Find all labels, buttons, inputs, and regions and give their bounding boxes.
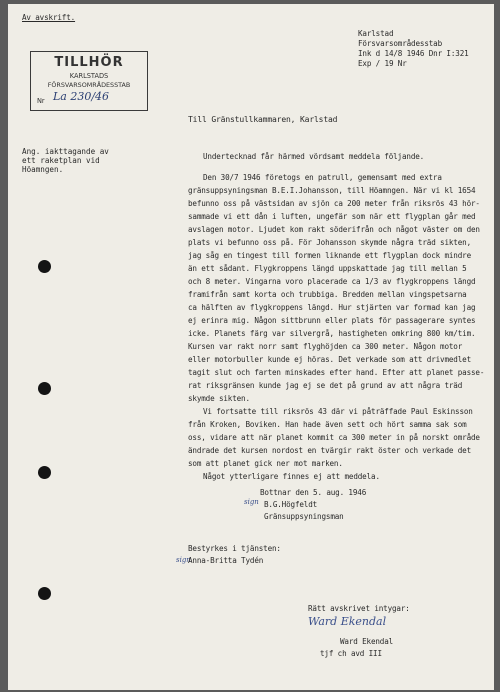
punch-hole bbox=[38, 260, 51, 273]
body-line: från Kroken, Boviken. Han hade även sett och hört samma sak som bbox=[188, 420, 467, 429]
registry-stamp bbox=[30, 51, 148, 111]
body-line: jag såg en tingest till formen liknande ett flygplan dock mindre bbox=[188, 251, 471, 260]
signoff-title: Gränsuppsyningsman bbox=[264, 512, 344, 521]
body-line: rat riksgränsen kunde jag ej se det på grund av att några träd bbox=[188, 381, 463, 390]
body-line: än ett sådant. Flygkroppens längd uppskattade jag till mellan 5 bbox=[188, 264, 467, 273]
certification-label: Rätt avskrivet intygar: bbox=[308, 604, 410, 613]
header-received: Ink d 14/8 1946 Dnr I:321 bbox=[358, 49, 469, 58]
body-line: och 8 meter. Vingarna voro placerade ca 1/3 av flygkroppens längd bbox=[188, 277, 476, 286]
witness-name: Anna-Britta Tydén bbox=[188, 556, 264, 565]
subject-line-1: Ang. iakttagande av bbox=[22, 147, 109, 156]
punch-hole bbox=[38, 382, 51, 395]
signoff-sign-mark: sign bbox=[244, 498, 259, 506]
certifier-name: Ward Ekendal bbox=[340, 637, 394, 646]
body-line: Kursen var rakt norr samt flyghöjden ca 300 meter. Någon motor bbox=[188, 342, 463, 351]
body-line: eller motorbuller kunde ej höras. Det verkade som att drivmedlet bbox=[188, 355, 471, 364]
body-line: oss, vidare att när planet kommit ca 300 meter in på norskt område bbox=[188, 433, 480, 442]
stamp-number-prefix: Nr bbox=[37, 97, 45, 105]
body-line: ändrade det kursen nordost en tvärgir rakt öster och verkade det bbox=[188, 446, 471, 455]
stamp-line2: FÖRSVARSOMRÅDESSTAB bbox=[47, 81, 131, 89]
witness-label: Bestyrkes i tjänsten: bbox=[188, 544, 281, 553]
certifier-rank: tjf ch avd III bbox=[320, 649, 382, 658]
body-line: Undertecknad får härmed vördsamt meddela följande. bbox=[203, 152, 425, 161]
body-line: skymde sikten. bbox=[188, 394, 250, 403]
stamp-title: TILLHÖR bbox=[54, 55, 124, 70]
copy-marker: Av avskrift. bbox=[22, 13, 76, 22]
header-unit: Försvarsområdesstab bbox=[358, 39, 443, 48]
signoff-place-date: Bottnar den 5. aug. 1946 bbox=[260, 488, 367, 497]
body-line: Vi fortsatte till riksrös 43 där vi påträffade Paul Eskinsson bbox=[203, 407, 473, 416]
body-line: Något ytterligare finnes ej att meddela. bbox=[203, 472, 380, 481]
body-line: Den 30/7 1946 företogs en patrull, gemensamt med extra bbox=[203, 173, 442, 182]
handwritten-signature: Ward Ekendal bbox=[308, 615, 387, 628]
document-page bbox=[8, 4, 494, 690]
body-line: tagit slut och farten minskades efter hand. Efter att planet passe- bbox=[188, 368, 485, 377]
body-line: avslagen motor. Ljudet kom rakt söderifrån och något väster om den bbox=[188, 225, 480, 234]
body-line: som att planet gick ner mot marken. bbox=[188, 459, 343, 468]
signoff-name: B.G.Högfeldt bbox=[264, 500, 318, 509]
body-line: icke. Planets färg var silvergrå, hastigheten omkring 800 km/tim. bbox=[188, 329, 476, 338]
body-line: befunno oss på västsidan av sjön ca 200 meter från riksrös 43 hör- bbox=[188, 199, 480, 208]
recipient: Till Gränstullkammaren, Karlstad bbox=[188, 115, 338, 124]
punch-hole bbox=[38, 466, 51, 479]
stamp-line1: KARLSTADS bbox=[69, 72, 109, 80]
body-line: ej erinra mig. Någon sittbrunn eller plats för passagerare syntes bbox=[188, 316, 476, 325]
subject-line-2: ett raketplan vid bbox=[22, 156, 100, 165]
stamp-handwritten-number: La 230/46 bbox=[53, 90, 110, 103]
punch-hole bbox=[38, 587, 51, 600]
body-line: sammade vi ett dån i luften, ungefär som när ett flygplan går med bbox=[188, 212, 476, 221]
body-line: plats vi befunno oss på. För Johansson skymde några träd sikten, bbox=[188, 238, 471, 247]
header-city: Karlstad bbox=[358, 29, 394, 38]
header-expedited: Exp / 19 Nr bbox=[358, 59, 407, 68]
body-line: gränsuppsyningsman B.E.I.Johansson, till Höamngen. När vi kl 1654 bbox=[188, 186, 476, 195]
subject-line-3: Höamngen. bbox=[22, 165, 64, 174]
body-line: ca hälften av flygkroppens längd. Hur stjärten var formad kan jag bbox=[188, 303, 476, 312]
witness-sign-mark: sign bbox=[176, 556, 191, 564]
body-line: framifrån samt korta och trubbiga. Bredden mellan vingspetsarna bbox=[188, 290, 467, 299]
